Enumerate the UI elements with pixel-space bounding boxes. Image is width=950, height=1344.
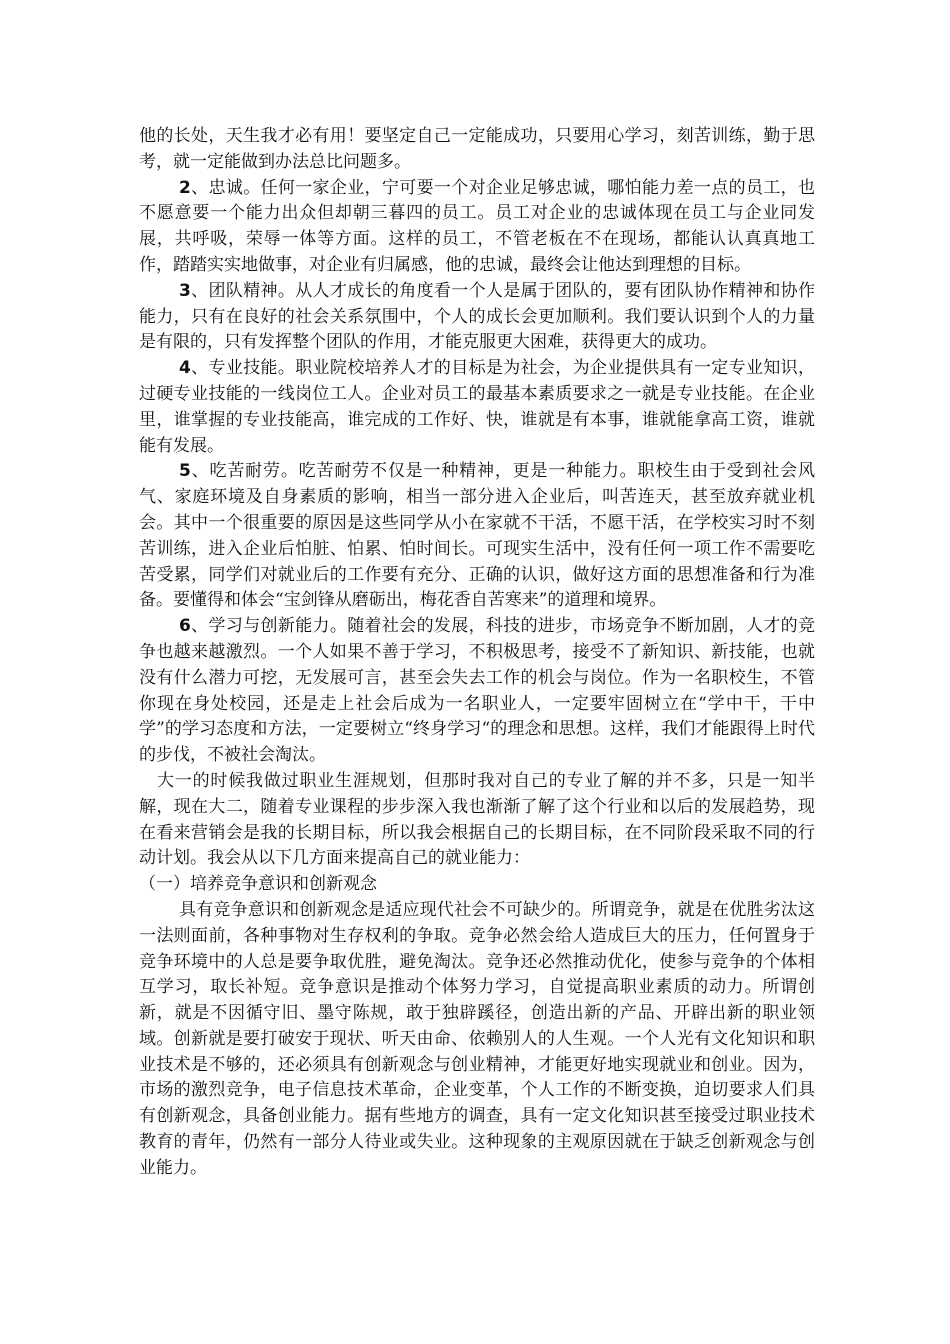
paragraph-loyalty	[139, 176, 815, 279]
paragraph-text: 、团队精神。从人才成长的角度看一个人是属于团队的，要有团队协作精神和协作能力，只有在良好的社会关系氛围中，个人的成长会更加顺利。我们要认识到个人的力量是有限的，只有发挥整个团队的作用，才能克服更大困难，获得更大的成功。	[139, 280, 815, 353]
item-number: 4	[179, 358, 191, 379]
paragraph-career-plan	[139, 769, 815, 872]
item-number: 2	[179, 177, 191, 198]
paragraph-competition-innovation	[139, 898, 815, 1182]
item-number: 5	[179, 461, 191, 482]
paragraph-intro	[139, 124, 815, 176]
paragraph-text: 他的长处，天生我才必有用！要坚定自己一定能成功，只要用心学习，刻苦训练，勤于思考，就一定能做到办法总比问题多。	[139, 126, 815, 172]
section-heading	[139, 872, 815, 898]
paragraph-text: 、学习与创新能力。随着社会的发展，科技的进步，市场竞争不断加剧，人才的竞争也越来越激烈。一个人如果不善于学习，不积极思考，接受不了新知识、新技能，也就没有什么潜力可挖，无发展可言，甚至会失去工作的机会与岗位。作为一名职校生，不管你现在身处校园，还是走上社会后成为一名职业人，一定要牢固树立在“学中干，干中学”的学习态度和方法，一定要树立“终身学习“的理念和思想。这样，我们才能跟得上时代的步伐，不被社会淘汰。	[139, 616, 815, 766]
paragraph-learning-innovation	[139, 614, 815, 769]
paragraph-text: 具有竞争意识和创新观念是适应现代社会不可缺少的。所谓竞争，就是在优胜劣汰这一法则面前，各种事物对生存权利的争取。竞争必然会给人造成巨大的压力，任何置身于竞争环境中的人总是要争取优胜，避免淘汰。竞争还必然推动优化，使参与竞争的个体相互学习，取长补短。竞争意识是推动个体努力学习，自觉提高职业素质的动力。所谓创新，就是不因循守旧、墨守陈规，敢于独辟蹊径，创造出新的产品、开辟出新的职业领域。创新就是要打破安于现状、听天由命、依赖别人的人生观。一个人光有文化知识和职业技术是不够的，还必须具有创新观念与创业精神，才能更好地实现就业和创业。因为，市场的激烈竞争，电子信息技术革命，企业变革，个人工作的不断变换，迫切要求人们具有创新观念，具备创业能力。据有些地方的调查，具有一定文化知识甚至接受过职业技术教育的青年，仍然有一部分人待业或失业。这种现象的主观原因就在于缺乏创新观念与创业能力。	[139, 899, 815, 1178]
item-number: 6	[179, 616, 191, 637]
heading-text: （一）培养竞争意识和创新观念	[139, 874, 377, 895]
paragraph-teamwork	[139, 279, 815, 356]
item-number: 3	[179, 280, 191, 301]
paragraph-text: 、忠诚。任何一家企业，宁可要一个对企业足够忠诚，哪怕能力差一点的员工，也不愿意要一个能力出众但却朝三暮四的员工。员工对企业的忠诚体现在员工与企业同发展，共呼吸，荣辱一体等方面。这样的员工，不管老板在不在现场，都能认认真真地工作，踏踏实实地做事，对企业有归属感，他的忠诚，最终会让他达到理想的目标。	[139, 177, 815, 275]
paragraph-professional-skills	[139, 356, 815, 459]
document-body	[139, 124, 815, 1182]
paragraph-text: 大一的时候我做过职业生涯规划，但那时我对自己的专业了解的并不多，只是一知半解，现在大二，随着专业课程的步步深入我也渐渐了解了这个行业和以后的发展趋势，现在看来营销会是我的长期目标，所以我会根据自己的长期目标，在不同阶段采取不同的行动计划。我会从以下几方面来提高自己的就业能力：	[139, 770, 815, 869]
paragraph-text: 、吃苦耐劳。吃苦耐劳不仅是一种精神，更是一种能力。职校生由于受到社会风气、家庭环境及自身素质的影响，相当一部分进入企业后，叫苦连天，甚至放弃就业机会。其中一个很重要的原因是这些同学从小在家就不干活，不愿干活，在学校实习时不刻苦训练，进入企业后怕脏、怕累、怕时间长。可现实生活中，没有任何一项工作不需要吃苦受累，同学们对就业后的工作要有充分、正确的认识，做好这方面的思想准备和行为准备。要懂得和体会“宝剑锋从磨砺出，梅花香自苦寒来”的道理和境界。	[139, 461, 815, 611]
paragraph-hard-work	[139, 459, 815, 614]
paragraph-text: 、专业技能。职业院校培养人才的目标是为社会，为企业提供具有一定专业知识，过硬专业技能的一线岗位工人。企业对员工的最基本素质要求之一就是专业技能。在企业里，谁掌握的专业技能高，谁完成的工作好、快，谁就是有本事，谁就能拿高工资，谁就能有发展。	[139, 358, 815, 456]
